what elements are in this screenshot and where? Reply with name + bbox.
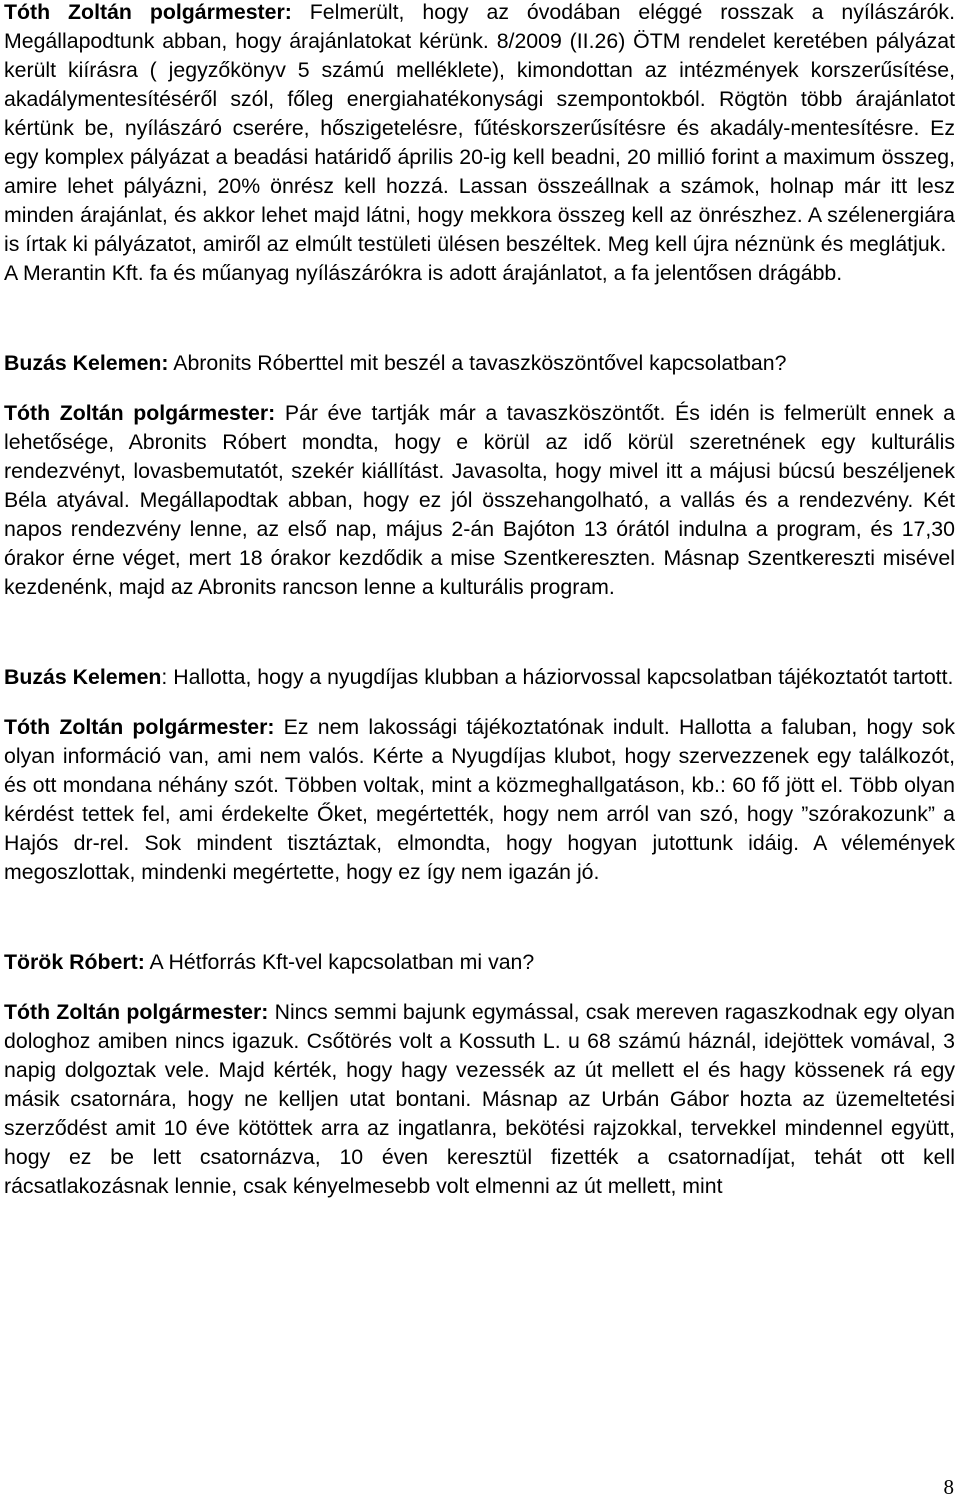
paragraph-text: : Hallotta, hogy a nyugdíjas klubban a háziorvossal kapcsolatban tájékoztatót tartott. bbox=[161, 665, 954, 689]
speaker-name: Tóth Zoltán polgármester: bbox=[4, 715, 275, 739]
paragraph-7 bbox=[4, 998, 955, 1201]
paragraph-text: Pár éve tartják már a tavaszköszöntőt. És idén is felmerült ennek a lehetősége, Abronits Róbert mondta, hogy e körül az idő körül szeretnének egy kulturális rendezvényt, lovasbemutatót, szekér kiállítást. Javasolta, hogy mivel itt a májusi búcsú beszéljenek Béla atyával. Megállapodtak abban, hogy ez jól összehangolható, a vallás és a rendezvény. Két napos rendezvény lenne, az első nap, május 2-án Bajóton 13 órától indulna a program, és 17,30 órakor érne véget, mert 18 órakor kezdődik a mise Szentkereszten. Másnap Szentkereszti misével kezdenénk, majd az Abronits rancson lenne a kulturális program. bbox=[4, 401, 955, 599]
speaker-name: Tóth Zoltán polgármester: bbox=[4, 401, 276, 425]
speaker-name: Buzás Kelemen: bbox=[4, 351, 169, 375]
speaker-name: Tóth Zoltán polgármester: bbox=[4, 0, 292, 24]
paragraph-text: Nincs semmi bajunk egymással, csak mereven ragaszkodnak egy olyan dologhoz amiben nincs igazuk. Csőtörés volt a Kossuth L. u 68 számú háznál, idejöttek vomával, 3 napig dolgoztak vele. Majd kérték, hogy hagy vezessék az út mellett el és hagy kössenek rá egy másik csatornára, hogy ne kelljen utat bontani. Másnap az Urbán Gábor hozta az üzemeltetési szerződést amit 10 éve kötöttek arra az ingatlanra, bekötési rajzokkal, tervekkel mindennel együtt, hogy ez be lett csatornázva, 10 éven keresztül fizették a csatornadíjat, tehát ott kell rácsatlakozásnak lennie, csak kényelmesebb volt elmenni az út mellett, mint bbox=[4, 1000, 955, 1198]
paragraph-3 bbox=[4, 399, 955, 602]
paragraph-4 bbox=[4, 663, 955, 692]
speaker-name: Török Róbert: bbox=[4, 950, 145, 974]
document-page bbox=[4, 0, 955, 1201]
paragraph-1 bbox=[4, 0, 955, 288]
page-number: 8 bbox=[943, 1475, 954, 1499]
speaker-name: Tóth Zoltán polgármester: bbox=[4, 1000, 269, 1024]
paragraph-text-continued: A Merantin Kft. fa és műanyag nyílászárókra is adott árajánlatot, a fa jelentősen drágább. bbox=[4, 261, 843, 285]
paragraph-text: Ez nem lakossági tájékoztatónak indult. Hallotta a faluban, hogy sok olyan információ van, ami nem valós. Kérte a Nyugdíjas klubot, hogy szervezzenek egy találkozót, és ott mondana néhány szót. Többen voltak, mint a közmeghallgatáson, kb.: 60 fő jött el. Több olyan kérdést tettek fel, ami érdekelte Őket, megértették, hogy nem arról van szó, hogy ”szórakozunk” a Hajós dr-rel. Sok mindent tisztáztak, elmondta, hogy hogyan jutottunk idáig. A vélemények megoszlottak, mindenki megértette, hogy ez így nem igazán jó. bbox=[4, 715, 955, 884]
paragraph-text: A Hétforrás Kft-vel kapcsolatban mi van? bbox=[144, 950, 535, 974]
paragraph-6 bbox=[4, 948, 955, 977]
paragraph-text: Felmerült, hogy az óvodában eléggé rosszak a nyílászárók. Megállapodtunk abban, hogy árajánlatokat kérünk. 8/2009 (II.26) ÖTM rendelet keretében pályázat került kiírásra ( jegyzőkönyv 5 számú melléklete), kimondottan az intézmények korszerűsítése, akadálymentesítéséről szól, főleg energiahatékonysági szempontokból. Rögtön több árajánlatot kértünk be, nyílászáró cserére, hőszigetelésre, fűtéskorszerűsítésre és akadály-mentesítésre. Ez egy komplex pályázat a beadási határidő április 20-ig kell beadni, 20 millió forint a maximum összeg, amire lehet pályázni, 20% önrész kell hozzá. Lassan összeállnak a számok, holnap már itt lesz minden árajánlat, és akkor lehet majd látni, hogy mekkora összeg kell az önrészhez. A szélenergiára is írtak ki pályázatot, amiről az elmúlt testületi ülésen beszéltek. Meg kell újra néznünk és meglátjuk. bbox=[4, 0, 955, 256]
paragraph-text: Abronits Róberttel mit beszél a tavaszköszöntővel kapcsolatban? bbox=[168, 351, 787, 375]
paragraph-5 bbox=[4, 713, 955, 887]
speaker-name: Buzás Kelemen bbox=[4, 665, 162, 689]
paragraph-2 bbox=[4, 349, 955, 378]
